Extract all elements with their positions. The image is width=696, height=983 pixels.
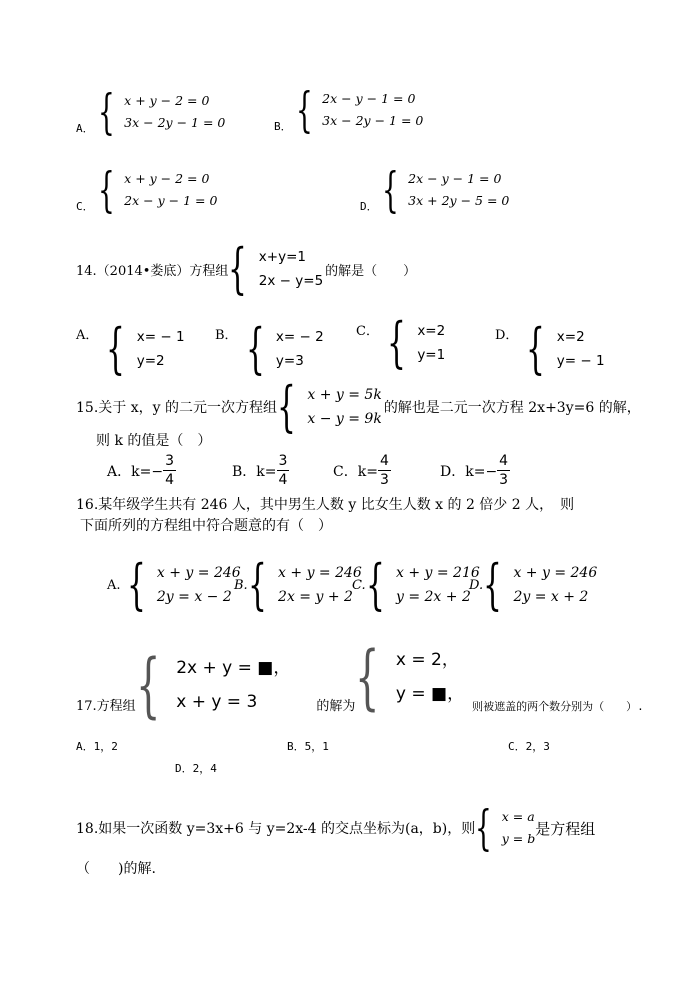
q17-option-a[interactable]: A．1，2 — [76, 740, 118, 753]
equation: 2x − y − 1 = 0 — [124, 193, 218, 208]
denominator: 4 — [165, 472, 174, 488]
q14-option-b[interactable] — [215, 317, 324, 380]
option-label: D． — [360, 200, 378, 213]
brace-icon: { — [483, 553, 502, 616]
denominator: 3 — [499, 472, 509, 488]
equation: y = ■， — [395, 684, 465, 704]
equation: y=1 — [417, 347, 446, 363]
q13-option-a[interactable] — [76, 84, 226, 140]
q17-solution — [355, 636, 465, 718]
q15-stem — [76, 375, 641, 438]
q13-option-b[interactable] — [274, 82, 424, 138]
equation: x + y = 3 — [176, 692, 258, 712]
question-mid: 的解为 — [316, 699, 356, 714]
q16-line2: 下面所列的方程组中符合题意的有（ ） — [80, 518, 332, 534]
equation: 2x − y − 1 = 0 — [322, 91, 416, 106]
option-label: B． — [274, 120, 292, 133]
equation: y=2 — [136, 353, 165, 369]
fraction — [277, 452, 290, 489]
option-label: D. — [469, 577, 484, 593]
q16-option-a[interactable] — [107, 553, 241, 616]
q16-option-d[interactable] — [469, 553, 598, 616]
equation: 2x − y=5 — [258, 273, 324, 289]
brace-icon: { — [386, 311, 406, 374]
question-number: 14.（2014•娄底）方程组 — [76, 263, 229, 279]
question-suffix: 则被遮盖的两个数分别为（ ）. — [472, 700, 644, 713]
option-label: C． — [76, 200, 94, 213]
fraction — [497, 452, 510, 489]
equation: 2x − y − 1 = 0 — [408, 171, 502, 186]
equation: y = b — [501, 831, 536, 846]
question-prefix: 18.如果一次函数 y=3x+6 与 y=2x-4 的交点坐标为(a，b)，则 — [76, 821, 476, 837]
equation: 2y = x + 2 — [513, 589, 589, 605]
question-suffix: 是方程组 — [535, 819, 596, 838]
option-label: C． — [356, 324, 379, 339]
q15-option-d[interactable] — [440, 452, 510, 489]
equation: x= − 1 — [136, 329, 185, 345]
brace-icon: { — [475, 800, 493, 856]
numerator: 4 — [499, 453, 509, 469]
option-label: A． — [76, 328, 99, 343]
equation: x + y − 2 = 0 — [124, 93, 210, 108]
equation: 2x + y = ■， — [176, 658, 291, 678]
option-label: D．k=− — [440, 463, 498, 480]
equation: x+y=1 — [258, 249, 306, 265]
brace-icon: { — [365, 553, 385, 616]
brace-icon: { — [276, 375, 296, 438]
q17-system — [135, 644, 291, 726]
numerator: 3 — [278, 453, 288, 469]
brace-icon: { — [228, 237, 248, 300]
option-label: A．k=− — [107, 463, 164, 480]
equation: 2x = y + 2 — [278, 589, 353, 605]
q15-option-b[interactable] — [232, 452, 289, 489]
equation: y= − 1 — [556, 353, 605, 369]
q13-option-d[interactable] — [360, 162, 510, 218]
brace-icon: { — [381, 162, 399, 218]
q14-option-a[interactable] — [76, 317, 185, 380]
denominator: 4 — [278, 472, 288, 488]
q16-option-c[interactable] — [352, 553, 480, 616]
equation: 3x − 2y − 1 = 0 — [322, 113, 424, 128]
q15-option-c[interactable] — [333, 452, 391, 489]
question-prefix: 15.关于 x，y 的二元一次方程组 — [76, 400, 277, 416]
brace-icon: { — [97, 84, 115, 140]
option-label: C. — [352, 577, 366, 593]
equation: x = a — [501, 809, 535, 824]
q16-option-b[interactable] — [234, 553, 362, 616]
numerator: 4 — [379, 453, 389, 469]
brace-icon: { — [355, 636, 380, 718]
equation: 2y = x − 2 — [156, 589, 232, 605]
equation: x + y = 5k — [307, 387, 382, 403]
equation: x − y = 9k — [307, 411, 382, 427]
equation: x + y = 216 — [395, 565, 480, 581]
option-label: B． — [215, 328, 238, 343]
brace-icon: { — [135, 644, 161, 726]
q14-stem — [76, 237, 417, 300]
fraction — [163, 452, 176, 489]
option-label: B. — [234, 577, 248, 593]
option-label: D． — [495, 328, 519, 343]
option-label: A． — [76, 122, 94, 135]
q15-option-a[interactable] — [107, 452, 176, 489]
numerator: 3 — [165, 453, 174, 469]
brace-icon: { — [247, 553, 267, 616]
option-label: A. — [107, 577, 121, 593]
equation: x = 2， — [395, 650, 459, 670]
equation: x=2 — [556, 329, 585, 345]
equation: x + y = 246 — [156, 565, 241, 581]
brace-icon: { — [97, 162, 115, 218]
equation: y=3 — [275, 353, 304, 369]
option-label: C．k= — [333, 463, 378, 480]
equation: 3x − 2y − 1 = 0 — [124, 115, 226, 130]
question-prefix: 17.方程组 — [76, 699, 136, 714]
equation: x= − 2 — [275, 329, 324, 345]
denominator: 3 — [379, 472, 389, 488]
q18-line2: （ )的解. — [76, 861, 156, 877]
question-suffix: 的解也是二元一次方程 2x+3y=6 的解， — [383, 400, 641, 416]
equation: x + y = 246 — [278, 565, 362, 581]
brace-icon: { — [295, 82, 313, 138]
q14-option-d[interactable] — [495, 317, 605, 380]
q15-line2: 则 k 的值是（ ） — [96, 433, 212, 449]
equation: x + y − 2 = 0 — [124, 171, 210, 186]
q16-line1: 16.某年级学生共有 246 人，其中男生人数 y 比女生人数 x 的 2 倍少 2 人， 则 — [76, 497, 575, 513]
equation: x + y = 246 — [513, 565, 598, 581]
brace-icon: { — [245, 317, 265, 380]
equation: y = 2x + 2 — [395, 589, 471, 605]
q17-stem — [76, 636, 644, 726]
q17-option-b[interactable]: B．5，1 — [287, 740, 329, 753]
brace-icon: { — [106, 317, 126, 380]
equation: 3x + 2y − 5 = 0 — [408, 193, 510, 208]
q18-stem — [76, 800, 596, 856]
equation: x=2 — [417, 323, 446, 339]
question-suffix: 的解是（ ） — [325, 263, 417, 279]
q14-option-c[interactable] — [356, 311, 446, 374]
fraction — [378, 452, 391, 489]
brace-icon: { — [126, 553, 146, 616]
q13-option-c[interactable] — [76, 162, 218, 218]
option-label: B．k= — [232, 463, 277, 480]
q17-option-c[interactable]: C．2，3 — [508, 740, 550, 753]
brace-icon: { — [526, 317, 546, 380]
q17-option-d[interactable]: D．2，4 — [175, 762, 217, 775]
